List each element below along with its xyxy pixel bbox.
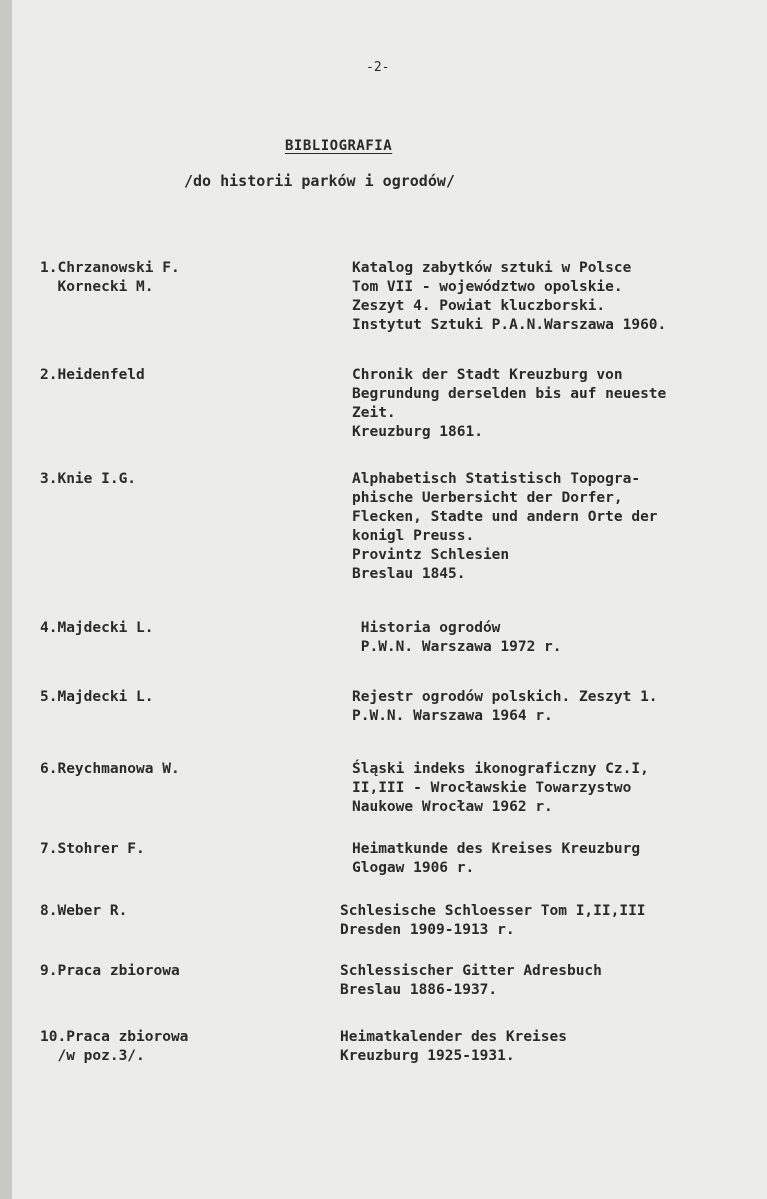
entry-work — [352, 688, 752, 726]
work-line: Flecken, Stadte und andern Orte der — [352, 509, 658, 525]
page-subtitle: /do historii parków i ogrodów/ — [184, 172, 455, 190]
work-line: Tom VII - województwo opolskie. — [352, 279, 623, 295]
author-line: 3.Knie I.G. — [40, 471, 137, 487]
page-binding-edge — [0, 0, 12, 1199]
author-line: 9.Praca zbiorowa — [40, 963, 180, 979]
work-line: konigl Preuss. — [352, 528, 475, 544]
author-line: Kornecki M. — [40, 279, 154, 295]
entry-work — [352, 259, 752, 335]
work-line: Alphabetisch Statistisch Topogra- — [352, 471, 641, 487]
work-line: Zeit. — [352, 405, 396, 421]
entry-work — [340, 902, 740, 940]
work-line: Heimatkalender des Kreises — [340, 1029, 567, 1045]
work-line: Kreuzburg 1925-1931. — [340, 1048, 515, 1064]
work-line: II,III - Wrocławskie Towarzystwo — [352, 780, 632, 796]
work-line: Heimatkunde des Kreises Kreuzburg — [352, 841, 641, 857]
work-line: Schlessischer Gitter Adresbuch — [340, 963, 602, 979]
author-line: 5.Majdecki L. — [40, 689, 154, 705]
work-line: Katalog zabytków sztuki w Polsce — [352, 260, 632, 276]
entry-work — [352, 619, 752, 657]
work-line: Śląski indeks ikonograficzny Cz.I, — [352, 761, 649, 777]
work-line: Rejestr ogrodów polskich. Zeszyt 1. — [352, 689, 658, 705]
author-line: 6.Reychmanowa W. — [40, 761, 180, 777]
work-line: Dresden 1909-1913 r. — [340, 922, 515, 938]
page-number: -2- — [366, 60, 390, 75]
work-line: Schlesische Schloesser Tom I,II,III — [340, 903, 646, 919]
work-line: Glogaw 1906 r. — [352, 860, 475, 876]
entry-work — [340, 962, 740, 1000]
entry-author — [40, 902, 310, 921]
work-line: Chronik der Stadt Kreuzburg von — [352, 367, 623, 383]
author-line: /w poz.3/. — [40, 1048, 145, 1064]
entry-author — [40, 760, 310, 779]
entry-work — [352, 470, 752, 584]
entry-author — [40, 962, 310, 981]
work-line: P.W.N. Warszawa 1964 r. — [352, 708, 553, 724]
work-line: Zeszyt 4. Powiat kluczborski. — [352, 298, 606, 314]
entry-author — [40, 259, 310, 297]
entry-author — [40, 1028, 310, 1066]
entry-work — [352, 366, 752, 442]
work-line: phische Uerbersicht der Dorfer, — [352, 490, 623, 506]
work-line: Kreuzburg 1861. — [352, 424, 483, 440]
work-line: Breslau 1845. — [352, 566, 466, 582]
author-line: 10.Praca zbiorowa — [40, 1029, 189, 1045]
work-line: Instytut Sztuki P.A.N.Warszawa 1960. — [352, 317, 667, 333]
work-line: Breslau 1886-1937. — [340, 982, 498, 998]
entry-author — [40, 688, 310, 707]
author-line: 7.Stohrer F. — [40, 841, 145, 857]
author-line: 1.Chrzanowski F. — [40, 260, 180, 276]
entry-author — [40, 840, 310, 859]
page-title: BIBLIOGRAFIA — [285, 138, 393, 154]
work-line: Naukowe Wrocław 1962 r. — [352, 799, 553, 815]
work-line: Provintz Schlesien — [352, 547, 510, 563]
entry-author — [40, 366, 310, 385]
work-line: P.W.N. Warszawa 1972 r. — [352, 639, 562, 655]
entry-work — [352, 840, 752, 878]
author-line: 2.Heidenfeld — [40, 367, 145, 383]
entry-author — [40, 619, 310, 638]
entry-author — [40, 470, 310, 489]
entry-work — [340, 1028, 740, 1066]
author-line: 8.Weber R. — [40, 903, 128, 919]
entry-work — [352, 760, 752, 817]
work-line: Begrundung derselden bis auf neueste — [352, 386, 667, 402]
work-line: Historia ogrodów — [352, 620, 501, 636]
author-line: 4.Majdecki L. — [40, 620, 154, 636]
